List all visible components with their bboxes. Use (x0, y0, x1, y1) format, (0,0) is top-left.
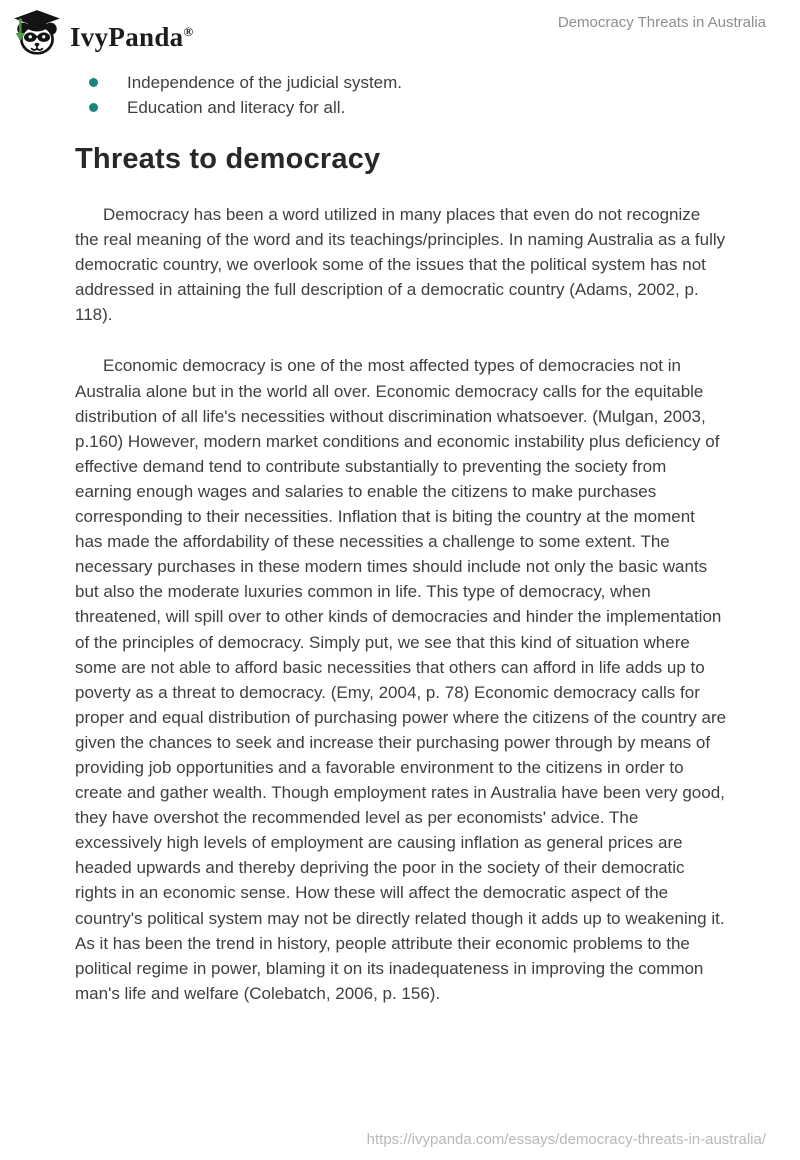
list-item-text: Independence of the judicial system. (127, 73, 403, 92)
section-heading: Threats to democracy (75, 143, 381, 175)
ivypanda-panda-icon (12, 6, 62, 63)
source-url: https://ivypanda.com/essays/democracy-threats-in-australia/ (366, 1131, 766, 1148)
bullet-icon (89, 78, 98, 87)
brand-logo (12, 6, 193, 63)
list-item (75, 95, 728, 120)
bullet-icon (89, 103, 98, 112)
brand-name: IvyPanda® (70, 22, 194, 52)
page-footer (367, 1131, 766, 1148)
page-header (0, 0, 800, 58)
list-item (75, 70, 728, 95)
paragraph: Economic democracy is one of the most affected types of democracies not in Australia alone but in the world all over. Economic democracy calls for the equitable distribution of all life's necessities without discrimination whatsoever. (Mulgan, 2003, p.160) However, modern market conditions and economic instability plus deficiency of effective demand tend to contribute substantially to preventing the society from earning enough wages and salaries to enable the citizens to make purchases corresponding to their necessities. Inflation that is biting the country at the moment has made the affordability of these necessities a challenge to some extent. The necessary purchases in these modern times should include not only the basic wants but also the moderate luxuries common in life. This type of democracy, when threatened, will spill over to other kinds of democracies and hinder the implementation of the principles of democracy. Simply put, we see that this kind of situation where some are not able to afford basic necessities that others can afford in life adds up to poverty as a threat to democracy. (Emy, 2004, p. 78) Economic democracy calls for proper and equal distribution of purchasing power where the citizens of the country are given the chances to seek and increase their purchasing power through by means of providing job opportunities and a favorable environment to the citizens in order to create and gather wealth. Though employment rates in Australia have been very good, they have overshot the recommended level as per economists' advice. The excessively high levels of employment are causing inflation as general prices are headed upwards and thereby depriving the poor in the society of their democratic rights in an economic sense. How these will affect the democratic aspect of the country's political system may not be directly related though it adds up to weakening it. As it has been the trend in history, people attribute their economic problems to the political regime in power, blaming it on its inadequateness in improving the common man's life and welfare (Colebatch, 2006, p. 156). (75, 356, 727, 1003)
document-title: Democracy Threats in Australia (557, 14, 766, 31)
bullet-list (75, 70, 728, 120)
registered-mark: ® (183, 24, 194, 39)
paragraph: Democracy has been a word utilized in many places that even do not recognize the real meaning of the word and its teachings/principles. In naming Australia as a fully democratic country, we overlook some of the issues that the political system has not addressed in attaining the full description of a democratic country (Adams, 2002, p. 118). (75, 205, 726, 325)
document-body (0, 70, 800, 1006)
list-item-text: Education and literacy for all. (127, 98, 346, 117)
